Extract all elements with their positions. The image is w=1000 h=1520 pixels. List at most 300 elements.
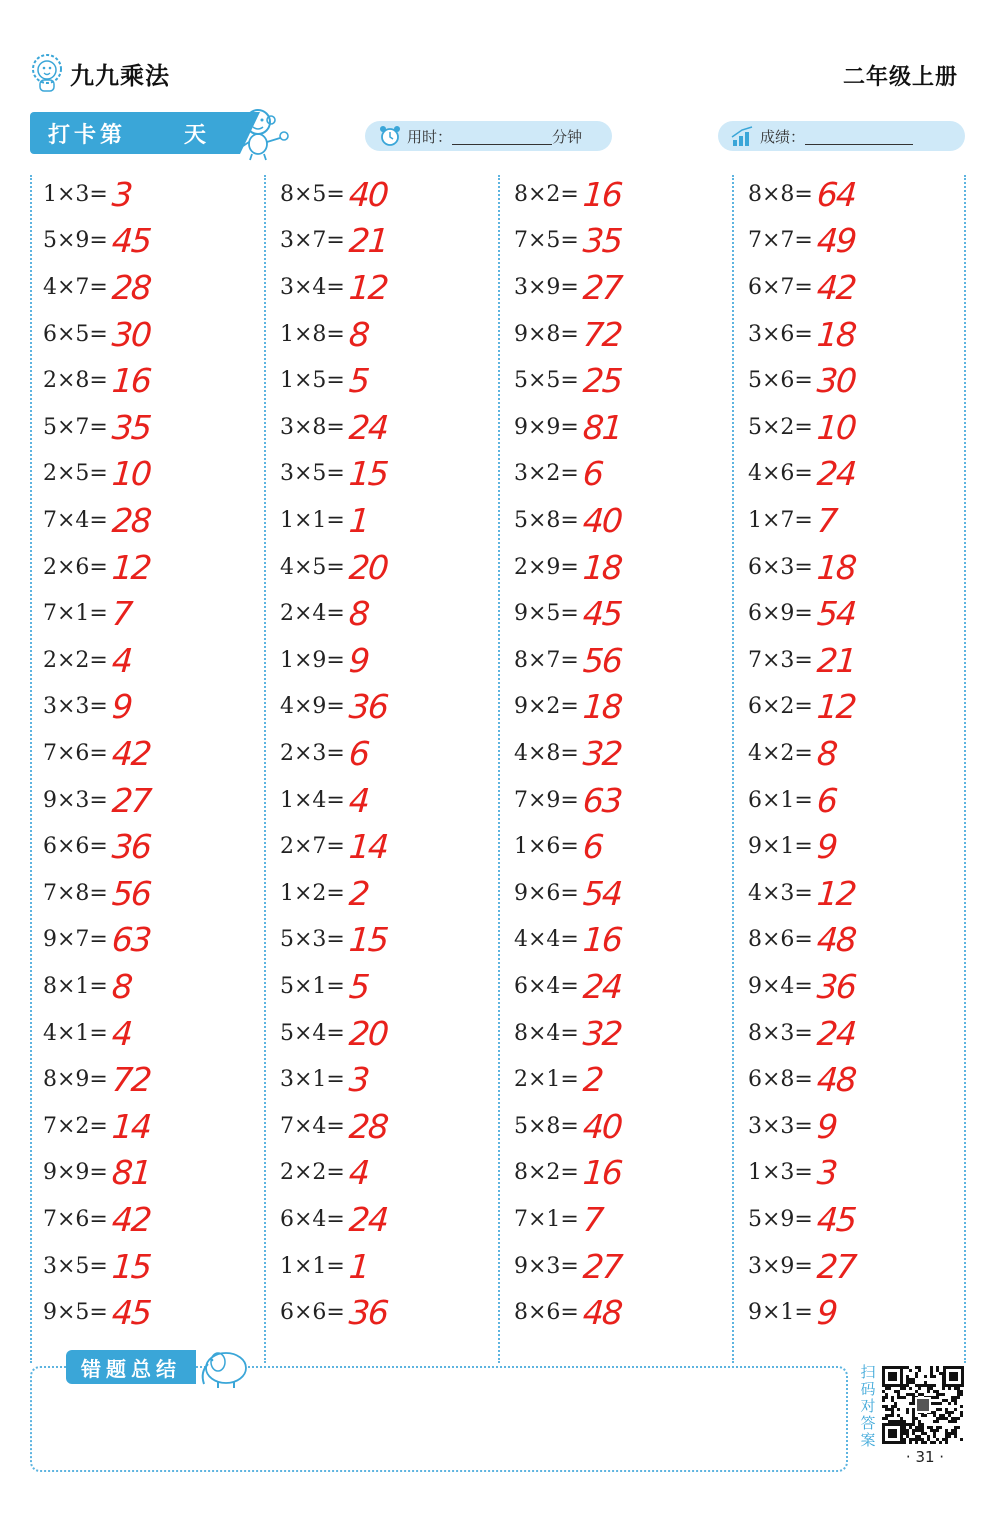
handwritten-answer[interactable]: 48 <box>581 1293 623 1333</box>
equation: 6×4= <box>280 1206 345 1232</box>
exercise-row <box>280 497 368 544</box>
handwritten-answer[interactable]: 6 <box>581 827 604 867</box>
handwritten-answer[interactable]: 56 <box>581 640 623 680</box>
equation: 8×1= <box>43 973 108 999</box>
exercise-row <box>748 357 855 404</box>
checkin-suffix: 天 <box>184 122 207 148</box>
exercise-row <box>514 777 621 824</box>
equation: 2×1= <box>514 1067 579 1093</box>
exercise-row <box>514 684 621 731</box>
equation: 9×3= <box>514 1253 579 1279</box>
exercise-row <box>280 1243 368 1290</box>
equation: 5×5= <box>514 368 579 394</box>
exercise-row <box>280 1010 387 1057</box>
exercise-row <box>514 451 602 498</box>
equation: 2×2= <box>280 1160 345 1186</box>
equation: 2×4= <box>280 601 345 627</box>
exercise-row <box>514 1150 621 1197</box>
scan-answers-label: 扫码对答案 <box>860 1363 876 1449</box>
exercise-row <box>514 264 621 311</box>
qr-code-icon[interactable] <box>882 1366 964 1444</box>
exercise-row <box>43 404 150 451</box>
equation: 3×7= <box>280 228 345 254</box>
exercise-row <box>43 311 150 358</box>
handwritten-answer[interactable]: 16 <box>581 920 623 960</box>
equation: 7×5= <box>514 228 579 254</box>
handwritten-answer[interactable]: 12 <box>110 547 152 587</box>
exercise-row <box>43 590 131 637</box>
bar-chart-icon <box>730 125 756 147</box>
equation: 6×4= <box>514 973 579 999</box>
handwritten-answer[interactable]: 36 <box>347 687 389 727</box>
handwritten-answer[interactable]: 81 <box>110 1153 152 1193</box>
equation: 9×5= <box>514 601 579 627</box>
exercise-columns <box>30 170 966 1365</box>
exercise-row <box>43 870 150 917</box>
handwritten-answer[interactable]: 36 <box>347 1293 389 1333</box>
exercise-row <box>514 497 621 544</box>
handwritten-answer[interactable]: 42 <box>110 1199 152 1239</box>
handwritten-answer[interactable]: 6 <box>347 733 370 773</box>
equation: 4×9= <box>280 694 345 720</box>
exercise-row <box>43 777 150 824</box>
handwritten-answer[interactable]: 18 <box>581 687 623 727</box>
page-title: 九九乘法 <box>70 61 170 90</box>
handwritten-answer[interactable]: 21 <box>347 221 389 261</box>
exercise-row <box>280 870 368 917</box>
equation: 8×4= <box>514 1020 579 1046</box>
exercise-row <box>748 218 855 265</box>
exercise-row <box>43 1150 150 1197</box>
exercise-row <box>748 1056 855 1103</box>
equation: 9×2= <box>514 694 579 720</box>
equation: 1×1= <box>280 507 345 533</box>
handwritten-answer[interactable]: 8 <box>815 733 838 773</box>
exercise-row <box>280 404 387 451</box>
handwritten-answer[interactable]: 32 <box>581 1013 623 1053</box>
handwritten-answer[interactable]: 1 <box>347 1246 370 1286</box>
equation: 3×4= <box>280 274 345 300</box>
exercise-row <box>748 777 836 824</box>
handwritten-answer[interactable]: 24 <box>815 454 857 494</box>
handwritten-answer[interactable]: 30 <box>110 314 152 354</box>
equation: 4×4= <box>514 927 579 953</box>
exercise-row <box>280 451 387 498</box>
exercise-row <box>280 777 368 824</box>
handwritten-answer[interactable]: 18 <box>815 314 857 354</box>
handwritten-answer[interactable]: 4 <box>347 780 370 820</box>
exercise-row <box>514 357 621 404</box>
exercise-row <box>280 637 368 684</box>
exercise-row <box>514 1056 602 1103</box>
handwritten-answer[interactable]: 9 <box>815 1293 838 1333</box>
handwritten-answer[interactable]: 25 <box>581 361 623 401</box>
equation: 6×7= <box>748 274 813 300</box>
exercise-row <box>280 1150 368 1197</box>
exercise-row <box>43 823 150 870</box>
handwritten-answer[interactable]: 15 <box>347 920 389 960</box>
equation: 8×3= <box>748 1020 813 1046</box>
exercise-row <box>514 544 621 591</box>
equation: 4×2= <box>748 740 813 766</box>
handwritten-answer[interactable]: 12 <box>815 687 857 727</box>
equation: 7×1= <box>43 601 108 627</box>
handwritten-answer[interactable]: 28 <box>110 500 152 540</box>
handwritten-answer[interactable]: 10 <box>110 454 152 494</box>
exercise-row <box>43 171 131 218</box>
equation: 2×7= <box>280 834 345 860</box>
handwritten-answer[interactable]: 72 <box>581 314 623 354</box>
exercise-row <box>514 590 621 637</box>
exercise-row <box>514 1243 621 1290</box>
equation: 1×4= <box>280 787 345 813</box>
exercise-row <box>43 451 150 498</box>
equation: 8×9= <box>43 1067 108 1093</box>
handwritten-answer[interactable]: 12 <box>815 873 857 913</box>
equation: 6×6= <box>43 834 108 860</box>
handwritten-answer[interactable]: 24 <box>347 407 389 447</box>
handwritten-answer[interactable]: 27 <box>815 1246 857 1286</box>
handwritten-answer[interactable]: 27 <box>110 780 152 820</box>
equation: 7×9= <box>514 787 579 813</box>
equation: 3×3= <box>43 694 108 720</box>
exercise-row <box>280 684 387 731</box>
handwritten-answer[interactable]: 3 <box>347 1060 370 1100</box>
equation: 6×6= <box>280 1300 345 1326</box>
exercise-row <box>748 544 855 591</box>
score-input[interactable] <box>805 128 913 145</box>
handwritten-answer[interactable]: 6 <box>815 780 838 820</box>
time-field <box>365 121 612 151</box>
equation: 9×4= <box>748 973 813 999</box>
handwritten-answer[interactable]: 16 <box>110 361 152 401</box>
exercise-row <box>43 264 150 311</box>
equation: 1×8= <box>280 321 345 347</box>
elephant-mascot-icon <box>196 1344 252 1390</box>
handwritten-answer[interactable]: 27 <box>581 267 623 307</box>
handwritten-answer[interactable]: 42 <box>110 733 152 773</box>
handwritten-answer[interactable]: 24 <box>581 966 623 1006</box>
handwritten-answer[interactable]: 49 <box>815 221 857 261</box>
alarm-clock-icon <box>377 125 403 147</box>
equation: 1×7= <box>748 507 813 533</box>
equation: 3×5= <box>280 461 345 487</box>
handwritten-answer[interactable]: 1 <box>347 500 370 540</box>
equation: 4×3= <box>748 880 813 906</box>
equation: 8×2= <box>514 181 579 207</box>
equation: 9×9= <box>43 1160 108 1186</box>
equation: 8×6= <box>748 927 813 953</box>
handwritten-answer[interactable]: 4 <box>110 640 133 680</box>
equation: 6×1= <box>748 787 813 813</box>
exercise-row <box>748 451 855 498</box>
handwritten-answer[interactable]: 48 <box>815 1060 857 1100</box>
exercise-column <box>732 170 966 1365</box>
handwritten-answer[interactable]: 9 <box>815 1106 838 1146</box>
equation: 1×3= <box>43 181 108 207</box>
score-field <box>718 121 965 151</box>
exercise-row <box>514 823 602 870</box>
handwritten-answer[interactable]: 3 <box>110 174 133 214</box>
handwritten-answer[interactable]: 8 <box>347 594 370 634</box>
exercise-row <box>280 590 368 637</box>
exercise-row <box>748 1243 855 1290</box>
equation: 2×3= <box>280 740 345 766</box>
handwritten-answer[interactable]: 5 <box>347 966 370 1006</box>
equation: 6×2= <box>748 694 813 720</box>
exercise-row <box>748 1289 836 1336</box>
equation: 5×2= <box>748 414 813 440</box>
exercise-row <box>280 311 368 358</box>
handwritten-answer[interactable]: 72 <box>110 1060 152 1100</box>
exercise-row <box>514 1103 621 1150</box>
equation: 7×4= <box>280 1113 345 1139</box>
exercise-row <box>514 870 621 917</box>
handwritten-answer[interactable]: 5 <box>347 361 370 401</box>
exercise-row <box>514 171 621 218</box>
page-number: · 31 · <box>905 1448 945 1466</box>
equation: 6×3= <box>748 554 813 580</box>
handwritten-answer[interactable]: 54 <box>581 873 623 913</box>
exercise-row <box>43 637 131 684</box>
handwritten-answer[interactable]: 10 <box>815 407 857 447</box>
handwritten-answer[interactable]: 45 <box>110 221 152 261</box>
time-unit: 分钟 <box>552 127 583 146</box>
equation: 7×8= <box>43 880 108 906</box>
exercise-row <box>514 218 621 265</box>
handwritten-answer[interactable]: 56 <box>110 873 152 913</box>
exercise-row <box>748 264 855 311</box>
exercise-row <box>280 171 387 218</box>
exercise-column <box>498 170 732 1365</box>
equation: 3×9= <box>748 1253 813 1279</box>
exercise-row <box>514 1010 621 1057</box>
exercise-row <box>748 590 855 637</box>
exercise-row <box>748 823 836 870</box>
exercise-row <box>514 730 621 777</box>
handwritten-answer[interactable]: 4 <box>347 1153 370 1193</box>
exercise-row <box>280 1103 387 1150</box>
exercise-row <box>43 1056 150 1103</box>
exercise-row <box>43 1289 150 1336</box>
exercise-row <box>43 1010 131 1057</box>
handwritten-answer[interactable]: 40 <box>347 174 389 214</box>
equation: 7×6= <box>43 1206 108 1232</box>
equation: 1×2= <box>280 880 345 906</box>
equation: 8×6= <box>514 1300 579 1326</box>
handwritten-answer[interactable]: 12 <box>347 267 389 307</box>
exercise-row <box>748 404 855 451</box>
handwritten-answer[interactable]: 9 <box>815 827 838 867</box>
handwritten-answer[interactable]: 45 <box>815 1199 857 1239</box>
handwritten-answer[interactable]: 24 <box>347 1199 389 1239</box>
exercise-row <box>43 917 150 964</box>
exercise-row <box>43 1196 150 1243</box>
equation: 5×7= <box>43 414 108 440</box>
handwritten-answer[interactable]: 40 <box>581 500 623 540</box>
exercise-row <box>43 544 150 591</box>
equation: 6×8= <box>748 1067 813 1093</box>
exercise-row <box>280 264 387 311</box>
exercise-row <box>514 1196 602 1243</box>
equation: 8×8= <box>748 181 813 207</box>
handwritten-answer[interactable]: 16 <box>581 174 623 214</box>
handwritten-answer[interactable]: 21 <box>815 640 857 680</box>
handwritten-answer[interactable]: 7 <box>581 1199 604 1239</box>
equation: 9×9= <box>514 414 579 440</box>
handwritten-answer[interactable]: 63 <box>110 920 152 960</box>
equation: 4×7= <box>43 274 108 300</box>
handwritten-answer[interactable]: 9 <box>110 687 133 727</box>
equation: 3×9= <box>514 274 579 300</box>
handwritten-answer[interactable]: 27 <box>581 1246 623 1286</box>
handwritten-answer[interactable]: 15 <box>347 454 389 494</box>
exercise-row <box>280 730 368 777</box>
exercise-row <box>280 1056 368 1103</box>
time-label: 用时： <box>407 127 453 146</box>
exercise-row <box>514 637 621 684</box>
equation: 1×1= <box>280 1253 345 1279</box>
exercise-row <box>43 684 131 731</box>
score-label: 成绩： <box>760 127 806 146</box>
handwritten-answer[interactable]: 24 <box>815 1013 857 1053</box>
equation: 5×3= <box>280 927 345 953</box>
exercise-row <box>280 1289 387 1336</box>
handwritten-answer[interactable]: 3 <box>815 1153 838 1193</box>
equation: 7×7= <box>748 228 813 254</box>
equation: 3×5= <box>43 1253 108 1279</box>
grade-label: 二年级上册 <box>842 65 958 90</box>
handwritten-answer[interactable]: 9 <box>347 640 370 680</box>
exercise-row <box>748 963 855 1010</box>
exercise-row <box>280 1196 387 1243</box>
handwritten-answer[interactable]: 45 <box>110 1293 152 1333</box>
handwritten-answer[interactable]: 81 <box>581 407 623 447</box>
exercise-row <box>43 730 150 777</box>
equation: 4×8= <box>514 740 579 766</box>
exercise-row <box>280 917 387 964</box>
handwritten-answer[interactable]: 8 <box>347 314 370 354</box>
exercise-row <box>748 684 855 731</box>
handwritten-answer[interactable]: 36 <box>815 966 857 1006</box>
equation: 2×5= <box>43 461 108 487</box>
handwritten-answer[interactable]: 7 <box>815 500 838 540</box>
exercise-row <box>748 311 855 358</box>
equation: 3×6= <box>748 321 813 347</box>
equation: 3×2= <box>514 461 579 487</box>
exercise-row <box>43 1243 150 1290</box>
checkin-prefix: 打卡第 <box>48 122 127 148</box>
exercise-row <box>280 218 387 265</box>
equation: 9×8= <box>514 321 579 347</box>
handwritten-answer[interactable]: 16 <box>581 1153 623 1193</box>
equation: 9×1= <box>748 1300 813 1326</box>
handwritten-answer[interactable]: 18 <box>815 547 857 587</box>
equation: 9×5= <box>43 1300 108 1326</box>
exercise-column <box>30 170 264 1365</box>
handwritten-answer[interactable]: 63 <box>581 780 623 820</box>
exercise-row <box>280 357 368 404</box>
exercise-row <box>748 637 855 684</box>
handwritten-answer[interactable]: 8 <box>110 966 133 1006</box>
equation: 1×5= <box>280 368 345 394</box>
equation: 5×8= <box>514 507 579 533</box>
handwritten-answer[interactable]: 36 <box>110 827 152 867</box>
handwritten-answer[interactable]: 15 <box>110 1246 152 1286</box>
handwritten-answer[interactable]: 7 <box>110 594 133 634</box>
handwritten-answer[interactable]: 14 <box>110 1106 152 1146</box>
handwritten-answer[interactable]: 14 <box>347 827 389 867</box>
handwritten-answer[interactable]: 40 <box>581 1106 623 1146</box>
exercise-row <box>43 497 150 544</box>
handwritten-answer[interactable]: 32 <box>581 733 623 773</box>
handwritten-answer[interactable]: 48 <box>815 920 857 960</box>
handwritten-answer[interactable]: 18 <box>581 547 623 587</box>
equation: 7×4= <box>43 507 108 533</box>
equation: 1×3= <box>748 1160 813 1186</box>
equation: 5×1= <box>280 973 345 999</box>
exercise-row <box>43 1103 150 1150</box>
exercise-row <box>748 171 855 218</box>
time-input[interactable] <box>452 128 552 145</box>
handwritten-answer[interactable]: 35 <box>110 407 152 447</box>
equation: 5×9= <box>748 1206 813 1232</box>
handwritten-answer[interactable]: 20 <box>347 547 389 587</box>
equation: 1×9= <box>280 647 345 673</box>
mistake-summary-tab <box>66 1350 196 1384</box>
handwritten-answer[interactable]: 28 <box>110 267 152 307</box>
handwritten-answer[interactable]: 54 <box>815 594 857 634</box>
handwritten-answer[interactable]: 20 <box>347 1013 389 1053</box>
exercise-row <box>748 1150 836 1197</box>
handwritten-answer[interactable]: 42 <box>815 267 857 307</box>
exercise-row <box>280 823 387 870</box>
exercise-row <box>514 404 621 451</box>
equation: 7×6= <box>43 740 108 766</box>
exercise-column <box>264 170 498 1365</box>
equation: 9×6= <box>514 880 579 906</box>
handwritten-answer[interactable]: 6 <box>581 454 604 494</box>
handwritten-answer[interactable]: 2 <box>347 873 370 913</box>
equation: 7×3= <box>748 647 813 673</box>
handwritten-answer[interactable]: 2 <box>581 1060 604 1100</box>
equation: 5×4= <box>280 1020 345 1046</box>
equation: 7×2= <box>43 1113 108 1139</box>
handwritten-answer[interactable]: 4 <box>110 1013 133 1053</box>
handwritten-answer[interactable]: 64 <box>815 174 857 214</box>
exercise-row <box>748 1103 836 1150</box>
equation: 2×2= <box>43 647 108 673</box>
exercise-row <box>748 1196 855 1243</box>
exercise-row <box>748 917 855 964</box>
mistake-summary-label: 错题总结 <box>81 1356 181 1381</box>
handwritten-answer[interactable]: 30 <box>815 361 857 401</box>
equation: 4×6= <box>748 461 813 487</box>
handwritten-answer[interactable]: 45 <box>581 594 623 634</box>
exercise-row <box>280 544 387 591</box>
handwritten-answer[interactable]: 28 <box>347 1106 389 1146</box>
handwritten-answer[interactable]: 35 <box>581 221 623 261</box>
exercise-row <box>43 218 150 265</box>
equation: 4×5= <box>280 554 345 580</box>
equation: 8×7= <box>514 647 579 673</box>
exercise-row <box>280 963 368 1010</box>
header-left <box>30 48 170 98</box>
equation: 8×5= <box>280 181 345 207</box>
exercise-row <box>514 1289 621 1336</box>
exercise-row <box>514 311 621 358</box>
exercise-row <box>514 917 621 964</box>
